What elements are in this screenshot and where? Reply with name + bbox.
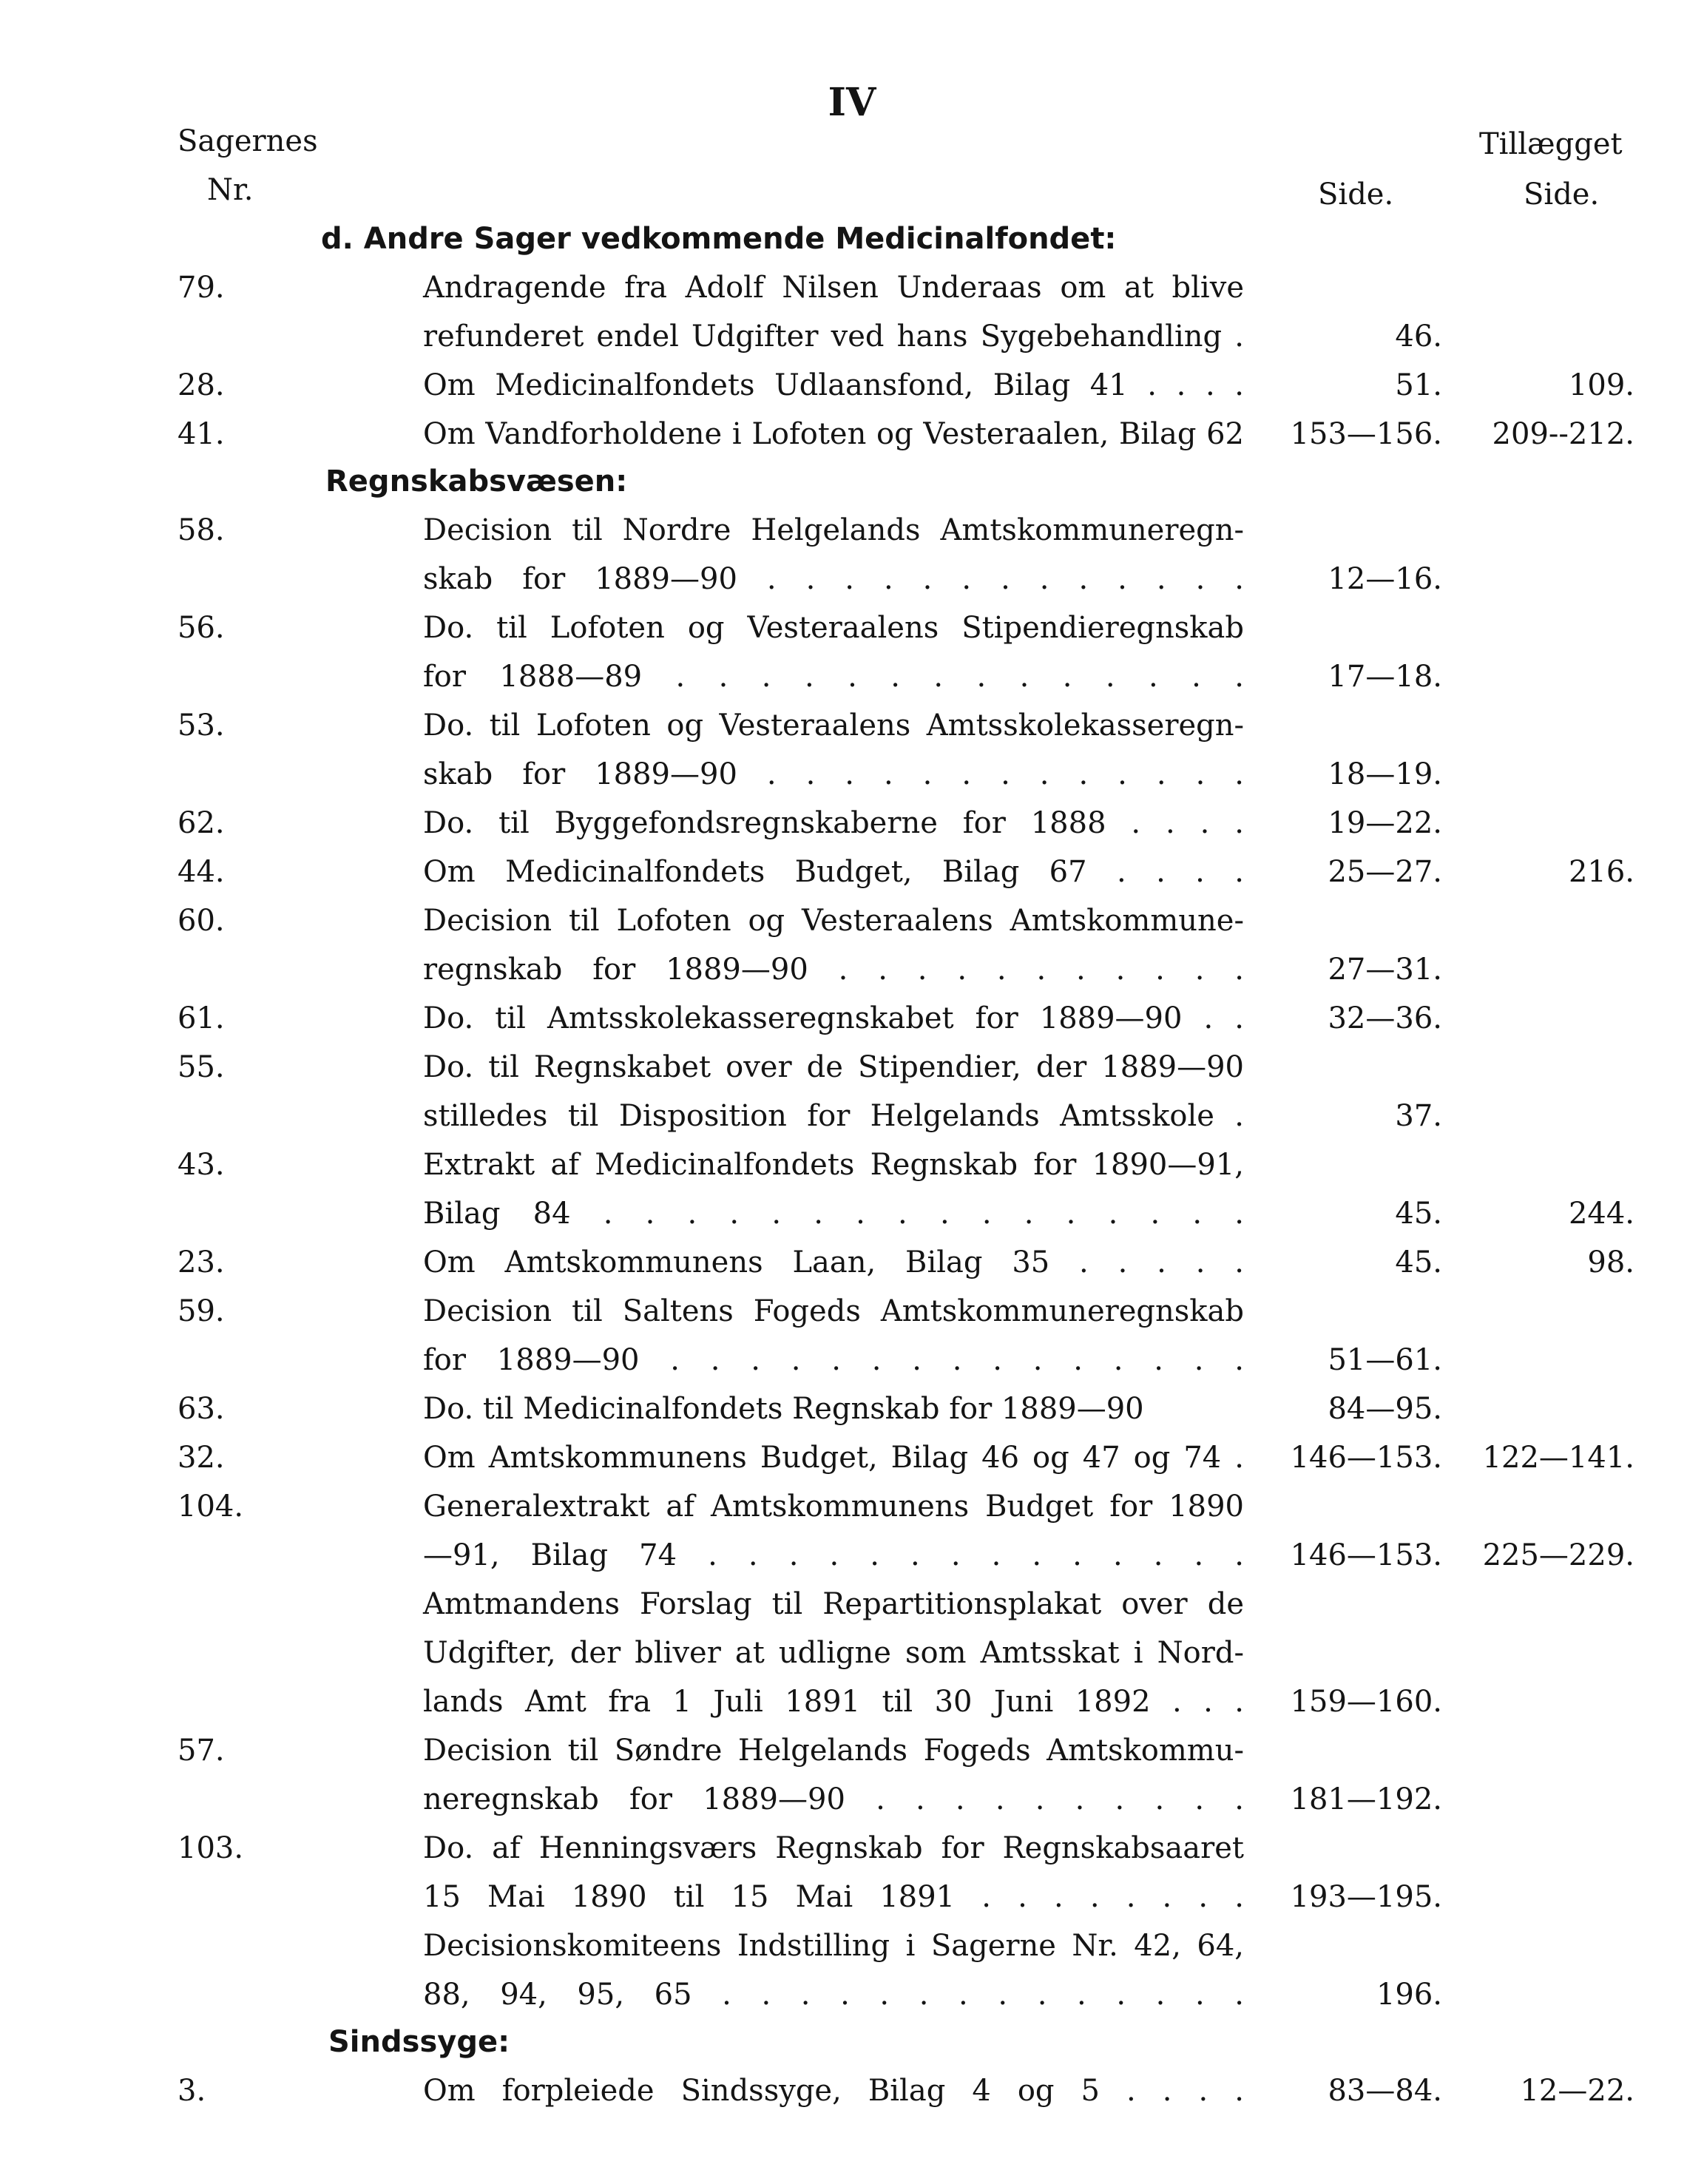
table-row [0,1433,1704,1482]
appendix-ref: 12—22. [1520,2074,1634,2108]
appendix-ref: 209--212. [1492,417,1634,451]
table-row [0,1238,1704,1287]
case-description: for 1888—89 . . . . . . . . . . . . . . [423,660,1244,694]
table-row [0,1043,1704,1092]
table-row [0,361,1704,410]
page-ref: 32—36. [1328,1001,1442,1035]
case-description: Decision til Lofoten og Vesteraalens Amtskommune- [423,904,1244,938]
case-number: 28. [178,368,225,402]
table-row [0,652,1704,701]
table-row [0,1189,1704,1238]
page-ref: 83—84. [1328,2074,1442,2108]
table-row [0,1629,1704,1677]
page-ref: 159—160. [1290,1685,1442,1719]
table-row [0,2066,1704,2115]
appendix-ref: 109. [1568,368,1634,402]
case-description: Decision til Søndre Helgelands Fogeds Amtskommu- [423,1734,1244,1768]
case-number: 55. [178,1050,225,1084]
section-sindssyge-title: Sindssyge: [328,2025,510,2059]
case-description: 88, 94, 95, 65 . . . . . . . . . . . . . . [423,1978,1244,2012]
case-description: Do. af Henningsværs Regnskab for Regnskabsaaret [423,1831,1244,1865]
case-number: 44. [178,855,225,889]
case-number: 61. [178,1001,225,1035]
header-side: Side. [1318,178,1394,212]
case-description: Do. til Byggefondsregnskaberne for 1888 . . . . [423,806,1244,840]
section-d-title: d. Andre Sager vedkommende Medicinalfondet: [321,222,1117,256]
section-heading-regnskab [0,457,1704,506]
case-description: regnskab for 1889—90 . . . . . . . . . . . [423,953,1244,987]
case-description: Om Medicinalfondets Udlaansfond, Bilag 41 . . . . [423,368,1244,402]
table-row [0,1970,1704,2019]
header-tillaegget: Tillægget [1479,127,1623,161]
page-ref: 51. [1395,368,1442,402]
table-row [0,1482,1704,1531]
case-number: 41. [178,417,225,451]
case-number: 103. [178,1831,244,1865]
case-number: 3. [178,2074,206,2108]
page-ref: 193—195. [1290,1880,1442,1914]
page-ref: 12—16. [1328,562,1442,596]
case-number: 23. [178,1245,225,1279]
case-description: Do. til Medicinalfondets Regnskab for 1889—90 [423,1392,1144,1426]
appendix-ref: 225—229. [1482,1538,1634,1572]
case-description: 15 Mai 1890 til 15 Mai 1891 . . . . . . . . [423,1880,1244,1914]
case-number: 62. [178,806,225,840]
appendix-ref: 98. [1587,1245,1634,1279]
header-nr: Nr. [207,173,254,207]
case-description: Om Amtskommunens Laan, Bilag 35 . . . . . [423,1245,1244,1279]
case-description: skab for 1889—90 . . . . . . . . . . . . . [423,562,1244,596]
page-ref: 45. [1395,1245,1442,1279]
table-row [0,1873,1704,1921]
case-description: Andragende fra Adolf Nilsen Underaas om at blive [423,271,1244,305]
table-row [0,994,1704,1043]
page-ref: 25—27. [1328,855,1442,889]
page-ref: 45. [1395,1197,1442,1231]
header-tillaeg-side: Side. [1524,178,1600,212]
table-row [0,750,1704,799]
case-description: skab for 1889—90 . . . . . . . . . . . . . [423,757,1244,791]
page-ref: 146—153. [1290,1441,1442,1475]
page-ref: 181—192. [1290,1782,1442,1816]
case-description: Decision til Nordre Helgelands Amtskommuneregn- [423,513,1244,547]
table-row [0,263,1704,312]
section-regnskab-title: Regnskabsvæsen: [325,464,628,498]
table-row [0,896,1704,945]
case-number: 60. [178,904,225,938]
case-number: 79. [178,271,225,305]
page-ref: 146—153. [1290,1538,1442,1572]
case-description: Om Vandforholdene i Lofoten og Vesteraalen, Bilag 62 [423,417,1244,451]
page-ref: 84—95. [1328,1392,1442,1426]
page-ref: 196. [1376,1978,1442,2012]
section-heading-d [0,214,1704,263]
case-description: Om forpleiede Sindssyge, Bilag 4 og 5 . . . . [423,2074,1244,2108]
table-row [0,410,1704,459]
case-description: lands Amt fra 1 Juli 1891 til 30 Juni 1892 . . . [423,1685,1244,1719]
case-number: 57. [178,1734,225,1768]
page-number: IV [828,80,876,125]
page-ref: 19—22. [1328,806,1442,840]
table-row [0,1092,1704,1140]
case-description: Om Amtskommunens Budget, Bilag 46 og 47 og 74 . [423,1441,1244,1475]
table-row [0,555,1704,604]
table-row [0,848,1704,896]
case-description: Do. til Amtsskolekasseregnskabet for 1889—90 . . [423,1001,1244,1035]
table-row [0,1775,1704,1824]
header-sagernes: Sagernes [178,124,318,158]
case-number: 43. [178,1148,225,1182]
table-row [0,1531,1704,1580]
case-description: Udgifter, der bliver at udligne som Amtsskat i Nord- [423,1636,1244,1670]
case-description: —91, Bilag 74 . . . . . . . . . . . . . . [423,1538,1244,1572]
case-description: neregnskab for 1889—90 . . . . . . . . . . [423,1782,1244,1816]
case-description: Om Medicinalfondets Budget, Bilag 67 . . . . [423,855,1244,889]
appendix-ref: 122—141. [1482,1441,1634,1475]
case-description: for 1889—90 . . . . . . . . . . . . . . . [423,1343,1244,1377]
table-row [0,604,1704,652]
page-ref: 46. [1395,320,1442,354]
page-ref: 51—61. [1328,1343,1442,1377]
case-number: 32. [178,1441,225,1475]
case-description: Bilag 84 . . . . . . . . . . . . . . . . [423,1197,1244,1231]
case-description: Do. til Regnskabet over de Stipendier, der 1889—90 [423,1050,1244,1084]
table-row [0,1140,1704,1189]
case-description: Extrakt af Medicinalfondets Regnskab for 1890—91, [423,1148,1244,1182]
table-row [0,1287,1704,1336]
table-row [0,1580,1704,1629]
page-ref: 153—156. [1290,417,1442,451]
case-description: Do. til Lofoten og Vesteraalens Stipendieregnskab [423,611,1244,645]
case-description: Decision til Saltens Fogeds Amtskommuneregnskab [423,1294,1244,1328]
case-number: 63. [178,1392,225,1426]
case-description: refunderet endel Udgifter ved hans Sygebehandling . [423,320,1244,354]
table-row [0,1677,1704,1726]
table-row [0,1726,1704,1775]
page-ref: 27—31. [1328,953,1442,987]
table-row [0,506,1704,555]
case-number: 59. [178,1294,225,1328]
case-description: Amtmandens Forslag til Repartitionsplakat over de [423,1587,1244,1621]
case-number: 104. [178,1490,244,1524]
case-description: Generalextrakt af Amtskommunens Budget for 1890 [423,1490,1244,1524]
case-description: Do. til Lofoten og Vesteraalens Amtsskolekasseregn- [423,709,1244,743]
table-row [0,1336,1704,1385]
table-row [0,1824,1704,1873]
table-row [0,701,1704,750]
case-number: 56. [178,611,225,645]
page-ref: 17—18. [1328,660,1442,694]
appendix-ref: 216. [1568,855,1634,889]
case-description: Decisionskomiteens Indstilling i Sagerne Nr. 42, 64, [423,1929,1244,1963]
page-ref: 37. [1395,1099,1442,1133]
case-number: 58. [178,513,225,547]
page-ref: 18—19. [1328,757,1442,791]
table-row [0,1385,1704,1433]
section-heading-sindssyge [0,2018,1704,2066]
table-row [0,799,1704,848]
table-row [0,945,1704,994]
table-row [0,312,1704,361]
case-number: 53. [178,709,225,743]
case-description: stilledes til Disposition for Helgelands Amtsskole . [423,1099,1244,1133]
table-row [0,1921,1704,1970]
appendix-ref: 244. [1568,1197,1634,1231]
